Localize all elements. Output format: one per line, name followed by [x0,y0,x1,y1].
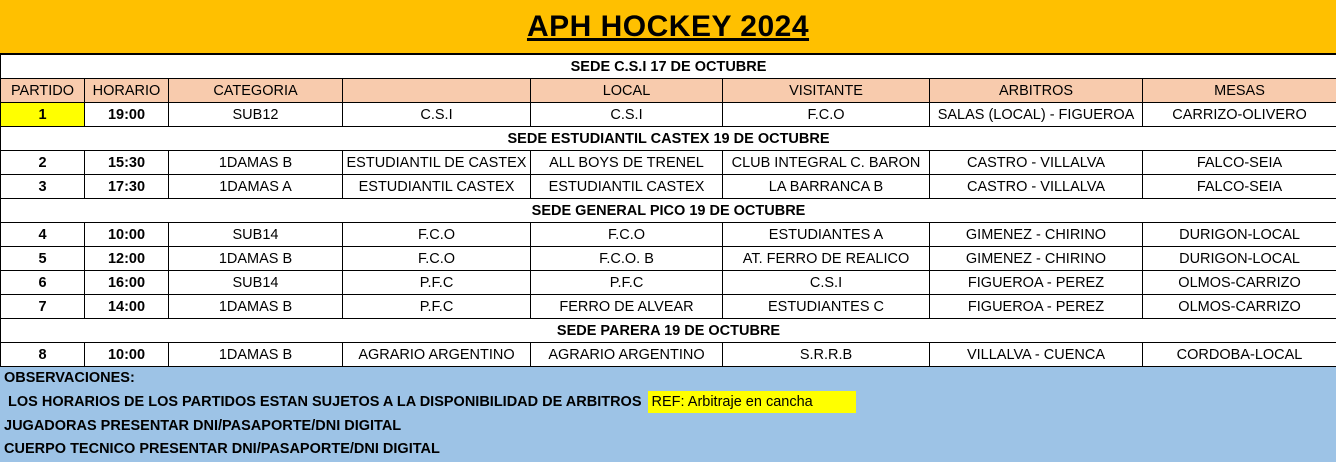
arbitros-cell: VILLALVA - CUENCA [930,343,1143,367]
club-cell: F.C.O [343,223,531,247]
title-bar [0,0,1336,54]
venue-row [1,199,1336,223]
mesas-cell: DURIGON-LOCAL [1143,223,1336,247]
column-header: CATEGORIA [169,79,343,103]
column-header: VISITANTE [723,79,930,103]
visitante-cell: ESTUDIANTES A [723,223,930,247]
club-cell: AGRARIO ARGENTINO [343,343,531,367]
mesas-cell: FALCO-SEIA [1143,151,1336,175]
partido-cell: 2 [1,151,85,175]
table-row [1,223,1336,247]
mesas-cell: OLMOS-CARRIZO [1143,295,1336,319]
arbitros-cell: GIMENEZ - CHIRINO [930,223,1143,247]
partido-cell: 5 [1,247,85,271]
venue-row [1,55,1336,79]
mesas-cell: CARRIZO-OLIVERO [1143,103,1336,127]
local-cell: ALL BOYS DE TRENEL [531,151,723,175]
column-header: MESAS [1143,79,1336,103]
table-row [1,295,1336,319]
partido-cell: 7 [1,295,85,319]
categoria-cell: 1DAMAS B [169,295,343,319]
table-row [1,247,1336,271]
page-title: APH HOCKEY 2024 [526,9,810,43]
partido-cell: 3 [1,175,85,199]
horario-cell: 19:00 [85,103,169,127]
club-cell: P.F.C [343,271,531,295]
local-cell: P.F.C [531,271,723,295]
categoria-cell: 1DAMAS B [169,343,343,367]
visitante-cell: CLUB INTEGRAL C. BARON [723,151,930,175]
observations-heading: OBSERVACIONES: [4,370,135,386]
arbitros-cell: FIGUEROA - PEREZ [930,271,1143,295]
horario-cell: 10:00 [85,223,169,247]
horario-cell: 16:00 [85,271,169,295]
local-cell: AGRARIO ARGENTINO [531,343,723,367]
column-header: PARTIDO [1,79,85,103]
arbitros-cell: SALAS (LOCAL) - FIGUEROA [930,103,1143,127]
observations-line-players: JUGADORAS PRESENTAR DNI/PASAPORTE/DNI DIGITAL [4,417,402,434]
horario-cell: 14:00 [85,295,169,319]
column-header: ARBITROS [930,79,1143,103]
club-cell: C.S.I [343,103,531,127]
venue-title: SEDE PARERA 19 DE OCTUBRE [1,319,1336,343]
local-cell: ESTUDIANTIL CASTEX [531,175,723,199]
club-cell: ESTUDIANTIL CASTEX [343,175,531,199]
horario-cell: 10:00 [85,343,169,367]
horario-cell: 12:00 [85,247,169,271]
observations-line-staff: CUERPO TECNICO PRESENTAR DNI/PASAPORTE/DNI DIGITAL [4,441,440,458]
arbitros-cell: CASTRO - VILLALVA [930,151,1143,175]
club-cell: ESTUDIANTIL DE CASTEX [343,151,531,175]
venue-row [1,319,1336,343]
column-header: LOCAL [531,79,723,103]
categoria-cell: SUB14 [169,223,343,247]
visitante-cell: AT. FERRO DE REALICO [723,247,930,271]
club-cell: F.C.O [343,247,531,271]
mesas-cell: DURIGON-LOCAL [1143,247,1336,271]
visitante-cell: C.S.I [723,271,930,295]
partido-cell: 8 [1,343,85,367]
table-row [1,343,1336,367]
table-row [1,151,1336,175]
column-header [343,79,531,103]
club-cell: P.F.C [343,295,531,319]
observations-line-schedule [4,391,1336,415]
arbitros-cell: CASTRO - VILLALVA [930,175,1143,199]
observations-panel [0,367,1336,462]
partido-cell: 4 [1,223,85,247]
local-cell: F.C.O [531,223,723,247]
column-header: HORARIO [85,79,169,103]
categoria-cell: SUB12 [169,103,343,127]
categoria-cell: 1DAMAS A [169,175,343,199]
categoria-cell: 1DAMAS B [169,151,343,175]
venue-title: SEDE ESTUDIANTIL CASTEX 19 DE OCTUBRE [1,127,1336,151]
venue-title: SEDE C.S.I 17 DE OCTUBRE [1,55,1336,79]
venue-row [1,127,1336,151]
local-cell: C.S.I [531,103,723,127]
ref-note: REF: Arbitraje en cancha [648,391,856,413]
arbitros-cell: GIMENEZ - CHIRINO [930,247,1143,271]
visitante-cell: ESTUDIANTES C [723,295,930,319]
visitante-cell: F.C.O [723,103,930,127]
visitante-cell: LA BARRANCA B [723,175,930,199]
categoria-cell: SUB14 [169,271,343,295]
table-row [1,103,1336,127]
partido-cell: 6 [1,271,85,295]
table-row [1,271,1336,295]
header-row [1,79,1336,103]
venue-title: SEDE GENERAL PICO 19 DE OCTUBRE [1,199,1336,223]
schedule-note: LOS HORARIOS DE LOS PARTIDOS ESTAN SUJETOS A LA DISPONIBILIDAD DE ARBITROS [4,393,642,410]
horario-cell: 15:30 [85,151,169,175]
table-row [1,175,1336,199]
schedule-table [0,54,1336,367]
mesas-cell: CORDOBA-LOCAL [1143,343,1336,367]
horario-cell: 17:30 [85,175,169,199]
visitante-cell: S.R.R.B [723,343,930,367]
local-cell: F.C.O. B [531,247,723,271]
local-cell: FERRO DE ALVEAR [531,295,723,319]
partido-cell: 1 [1,103,85,127]
mesas-cell: FALCO-SEIA [1143,175,1336,199]
arbitros-cell: FIGUEROA - PEREZ [930,295,1143,319]
categoria-cell: 1DAMAS B [169,247,343,271]
mesas-cell: OLMOS-CARRIZO [1143,271,1336,295]
